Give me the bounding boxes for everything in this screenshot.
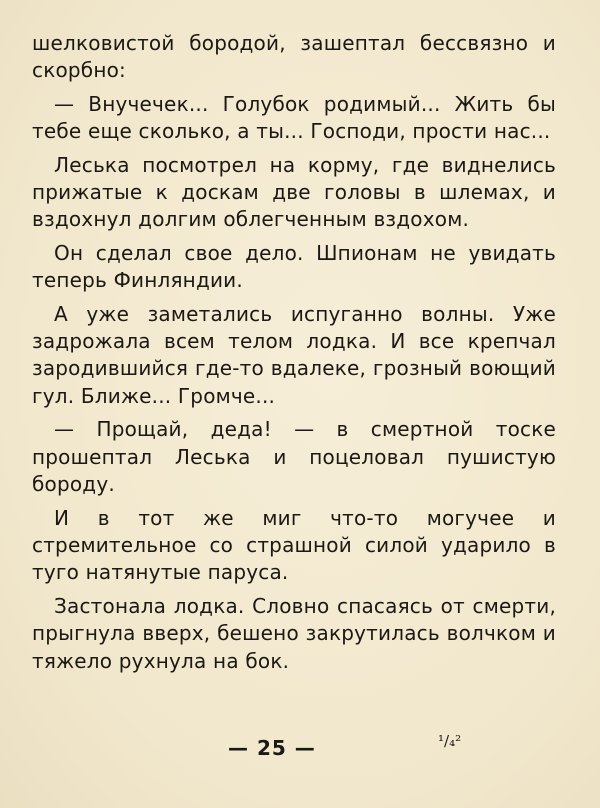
paragraph: Застонала лодка. Словно спасаясь от смерти, прыгнула вверх, бешено закрутилась волчком и тяжело рухнула на бок. <box>32 593 556 673</box>
paragraph: И в тот же миг что-то могучее и стремительное со страшной силой ударило в туго натянутые паруса. <box>32 505 556 585</box>
printer-signature: ¹/₄² <box>438 732 462 750</box>
paragraph: Он сделал свое дело. Шпионам не увидать теперь Финляндии. <box>32 240 556 293</box>
page-footer <box>0 732 600 766</box>
paragraph: Леська посмотрел на корму, где виднелись прижатые к доскам две головы в шлемах, и вздохнул долгим облегченным вздохом. <box>32 152 556 232</box>
paragraph: — Внучечек... Голубок родимый... Жить бы тебе еще сколько, а ты... Господи, прости нас... <box>32 91 556 144</box>
paragraph: шелковистой бородой, зашептал бессвязно и скорбно: <box>32 31 556 83</box>
paragraph: А уже заметались испуганно волны. Уже задрожала всем телом лодка. И все крепчал зародившийся где-то вдалеке, грозный воющий гул. Ближе... Громче... <box>32 301 556 408</box>
paragraph: — Прощай, деда! — в смертной тоске прошептал Леська и поцеловал пушистую бороду. <box>32 417 556 497</box>
page-number: — 25 — <box>228 736 316 760</box>
body-text <box>32 30 556 681</box>
